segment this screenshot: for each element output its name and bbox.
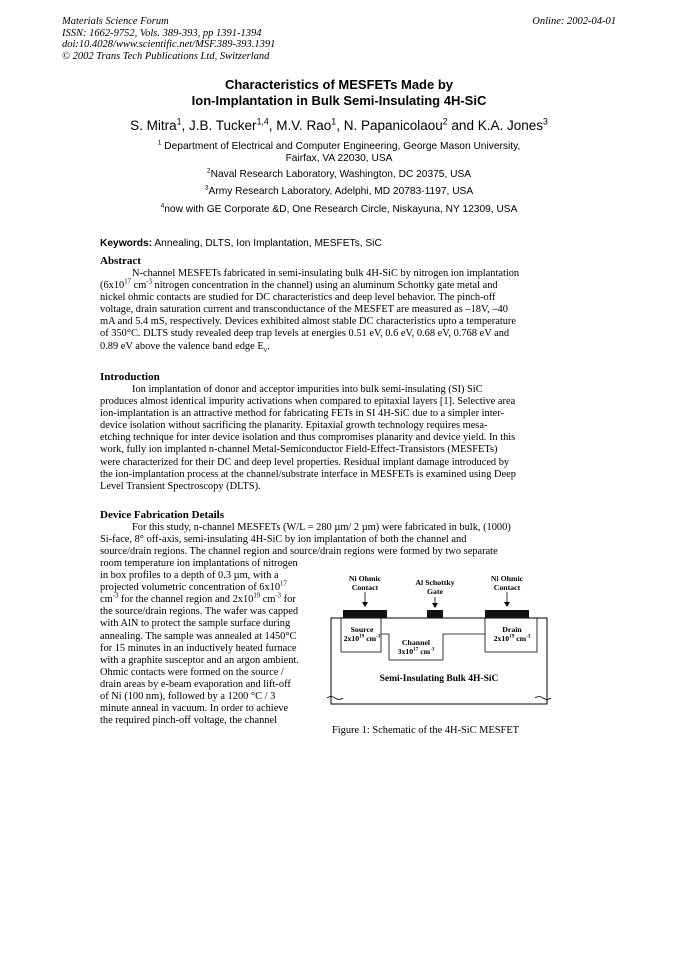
text-run: cm	[418, 647, 431, 656]
affil-mark: 4	[160, 202, 165, 210]
author-affil-mark: 1	[176, 116, 182, 127]
arrow-down-icon	[432, 603, 438, 608]
label-line: Drain	[502, 625, 522, 634]
title-line-1: Characteristics of MESFETs Made by	[224, 77, 454, 92]
author-name: M.V. Rao	[276, 118, 332, 133]
superscript: 19	[509, 633, 515, 640]
journal-doi: doi:10.4028/www.scientific.net/MSF.389-393.1391	[62, 39, 276, 50]
text-line: work, fully ion implanted n-channel Metal-Semiconductor Field-Effect-Transistors (MESFETs)	[100, 444, 498, 456]
superscript: -3	[376, 633, 381, 640]
label-line: Source	[350, 625, 374, 634]
text-line: the ion-implantation process at the channel/substrate interface in MESFETs is examined using Deep	[100, 468, 516, 480]
schottky-gate-contact	[427, 610, 443, 618]
source-label	[339, 625, 385, 643]
affil-text: Army Research Laboratory, Adelphi, MD 20783-1197, USA	[208, 186, 474, 197]
author-affil-mark: 3	[543, 116, 548, 127]
label-line: Gate	[426, 587, 444, 596]
label-line: Contact	[493, 583, 521, 592]
text-run: cm	[131, 280, 147, 292]
author-name: K.A. Jones	[477, 118, 543, 133]
title-line-2: Ion-Implantation in Bulk Semi-Insulating 4H-SiC	[191, 92, 487, 108]
text-line: voltage, drain saturation current and transconductance of the MESFET are measured as –18V, –40	[100, 304, 508, 316]
text-line: Level Transient Spectroscopy (DLTS).	[100, 480, 261, 492]
text-line: drain areas by e-beam evaporation and lift-off	[100, 678, 291, 690]
text-run: cm	[100, 594, 113, 606]
text-run: cm	[514, 634, 527, 643]
introduction-heading: Introduction	[100, 371, 160, 383]
author-affil-mark: 2	[442, 116, 448, 127]
affil-text: Department of Electrical and Computer Engineering, George Mason University,	[164, 141, 521, 152]
keywords-label: Keywords:	[100, 238, 153, 249]
source-ohmic-contact	[343, 610, 387, 618]
affil-text: Fairfax, VA 22030, USA	[285, 153, 393, 164]
text-line: of Ni (100 nm), followed by a 1200 °C / 3	[100, 691, 276, 703]
affiliation-1	[0, 141, 678, 165]
label-line: Ni Ohmic	[490, 574, 524, 583]
author-name: N. Papanicolaou	[343, 118, 443, 133]
text-line: minute anneal in vacuum. In order to achieve	[100, 703, 289, 715]
author-name: J.B. Tucker	[189, 118, 257, 133]
figure-caption: Figure 1: Schematic of the 4H-SiC MESFET	[332, 725, 520, 736]
journal-copyright: © 2002 Trans Tech Publications Ltd, Switzerland	[62, 50, 270, 62]
superscript: -3	[526, 633, 531, 640]
text-run: nitrogen concentration in the channel) using an aluminum Schottky gate metal and	[151, 280, 498, 292]
text-line	[100, 582, 320, 594]
text-line: etching technique for inter device isolation and thus compromises planarity and device yield. In this	[100, 432, 516, 444]
affil-mark: 2	[206, 167, 211, 175]
subscript: v	[263, 346, 268, 354]
text-line: room temperature ion implantations of nitrogen	[100, 558, 298, 569]
text-line: device isolation without sacrificing the planarity. Epitaxial growth technology requires mesa-	[100, 420, 488, 432]
abstract-body	[100, 268, 548, 353]
text-line: Ohmic contacts were formed on the source /	[100, 666, 284, 678]
text-line: of 350°C. DLTS study revealed deep trap levels at energies 0.51 eV, 0.6 eV, 0.68 eV, 0.768 eV and	[100, 328, 510, 340]
drain-ohmic-contact	[485, 610, 529, 618]
text-line: in box profiles to a depth of 0.3 µm, with a	[100, 570, 279, 582]
text-run: 2x10	[343, 634, 360, 643]
author-separator: and	[447, 118, 478, 133]
affil-mark: 1	[157, 139, 162, 147]
text-line: Si-face, 8° off-axis, semi-insulating 4H-SiC by ion implantation of both the channel and	[100, 534, 467, 546]
text-line: with AlN to protect the sample surface during	[100, 618, 291, 630]
affiliation-4	[0, 204, 678, 216]
author-affil-mark: 1	[331, 116, 337, 127]
affil-text: Naval Research Laboratory, Washington, DC 20375, USA	[210, 169, 472, 180]
abstract-heading: Abstract	[100, 255, 141, 267]
superscript: 17	[280, 580, 287, 588]
text-line: For this study, n-channel MESFETs (W/L = 280 µm/ 2 µm) were fabricated in bulk, (1000)	[132, 522, 511, 533]
affil-mark: 3	[204, 184, 209, 192]
text-line: the required pinch-off voltage, the channel	[100, 715, 277, 727]
author-separator: ,	[181, 118, 190, 133]
text-run: projected volumetric concentration of 6x10	[100, 582, 281, 594]
ohmic-contact-label-left	[343, 574, 387, 592]
substrate-label: Semi-Insulating Bulk 4H-SiC	[379, 674, 499, 684]
keywords-text: Annealing, DLTS, Ion Implantation, MESFETs, SiC	[154, 238, 382, 249]
text-run: cm	[260, 594, 276, 606]
author-name: S. Mitra	[130, 118, 177, 133]
text-line: Ion implantation of donor and acceptor impurities into bulk semi-insulating (SI) SiC	[132, 384, 483, 395]
text-line: annealing. The sample was annealed at 1450°C	[100, 630, 297, 642]
channel-label	[389, 638, 443, 656]
introduction-body	[100, 384, 548, 493]
journal-issn: ISSN: 1662-9752, Vols. 389-393, pp 1391-1394	[62, 27, 262, 39]
label-line: Channel	[401, 638, 431, 647]
text-run: (6x10	[100, 280, 125, 292]
text-line: produces almost identical impurity activations when compared to epitaxial layers [1]. Selective area	[100, 396, 516, 408]
label-line	[389, 647, 443, 656]
text-run: 3x10	[397, 647, 414, 656]
affil-text: now with GE Corporate &D, One Research Circle, Niskayuna, NY 12309, USA	[164, 204, 518, 215]
author-separator: ,	[336, 118, 344, 133]
fabrication-body-full	[100, 522, 548, 558]
journal-name: Materials Science Forum	[62, 16, 169, 27]
break-mark-left	[327, 697, 343, 700]
online-date: Online: 2002-04-01	[532, 16, 616, 27]
author-affil-mark: 1,4	[256, 116, 269, 127]
superscript: -3	[146, 278, 152, 286]
arrow-down-icon	[362, 602, 368, 607]
superscript: 17	[124, 278, 131, 286]
label-line: Al Schottky	[415, 578, 455, 587]
keywords	[100, 238, 382, 249]
text-line	[100, 594, 320, 606]
mesfet-schematic	[325, 574, 553, 720]
drain-label	[487, 625, 537, 643]
text-run: cm	[364, 634, 377, 643]
superscript: -3	[430, 646, 435, 653]
text-line: ion-implantation is an attractive method for fabricating FETs in SI 4H-SiC due to a simpler inter-	[100, 408, 504, 420]
superscript: -3	[112, 592, 119, 600]
break-mark-right	[535, 697, 551, 700]
text-run: 2x10	[493, 634, 510, 643]
text-line: nickel ohmic contacts are studied for DC characteristics and deep level behavior. The pinch-off	[100, 292, 496, 304]
text-line	[100, 341, 548, 353]
text-line: for 15 minutes in an inductively heated furnace	[100, 642, 297, 654]
paper-title	[0, 77, 678, 108]
text-line: the source/drain regions. The wafer was capped	[100, 606, 299, 618]
label-line: Ni Ohmic	[348, 574, 382, 583]
superscript: 19	[359, 633, 365, 640]
schottky-gate-label	[407, 578, 463, 596]
text-run: for	[281, 594, 296, 606]
text-run: .	[267, 340, 270, 352]
affiliation-3	[0, 186, 678, 198]
text-run: for the channel region and 2x10	[118, 594, 254, 606]
superscript: 19	[253, 592, 261, 600]
arrow-down-icon	[504, 602, 510, 607]
fabrication-heading: Device Fabrication Details	[100, 509, 225, 521]
fabrication-body-column	[100, 558, 320, 727]
label-line	[339, 634, 385, 643]
superscript: -3	[275, 592, 282, 600]
label-line	[487, 634, 537, 643]
text-line: mA and 5.4 mS, respectively. Devices exhibited almost stable DC characteristics upto a temperature	[100, 316, 516, 328]
label-line: Contact	[351, 583, 379, 592]
author-separator: ,	[268, 118, 277, 133]
text-line: were characterized for their DC and deep level properties. Residual implant damage introduced by	[100, 456, 510, 468]
text-run: 0.89 eV above the valence band edge E	[100, 340, 264, 352]
text-line: N-channel MESFETs fabricated in semi-insulating bulk 4H-SiC by nitrogen ion implantation	[132, 268, 520, 279]
journal-header	[62, 16, 275, 62]
affiliation-2	[0, 169, 678, 181]
author-list	[0, 118, 678, 133]
text-line: source/drain regions. The channel region and source/drain regions were formed by two separate	[100, 546, 498, 558]
ohmic-contact-label-right	[483, 574, 531, 592]
text-line	[100, 280, 548, 292]
text-line: with a graphite susceptor and an argon ambient.	[100, 654, 299, 666]
superscript: 17	[413, 646, 419, 653]
